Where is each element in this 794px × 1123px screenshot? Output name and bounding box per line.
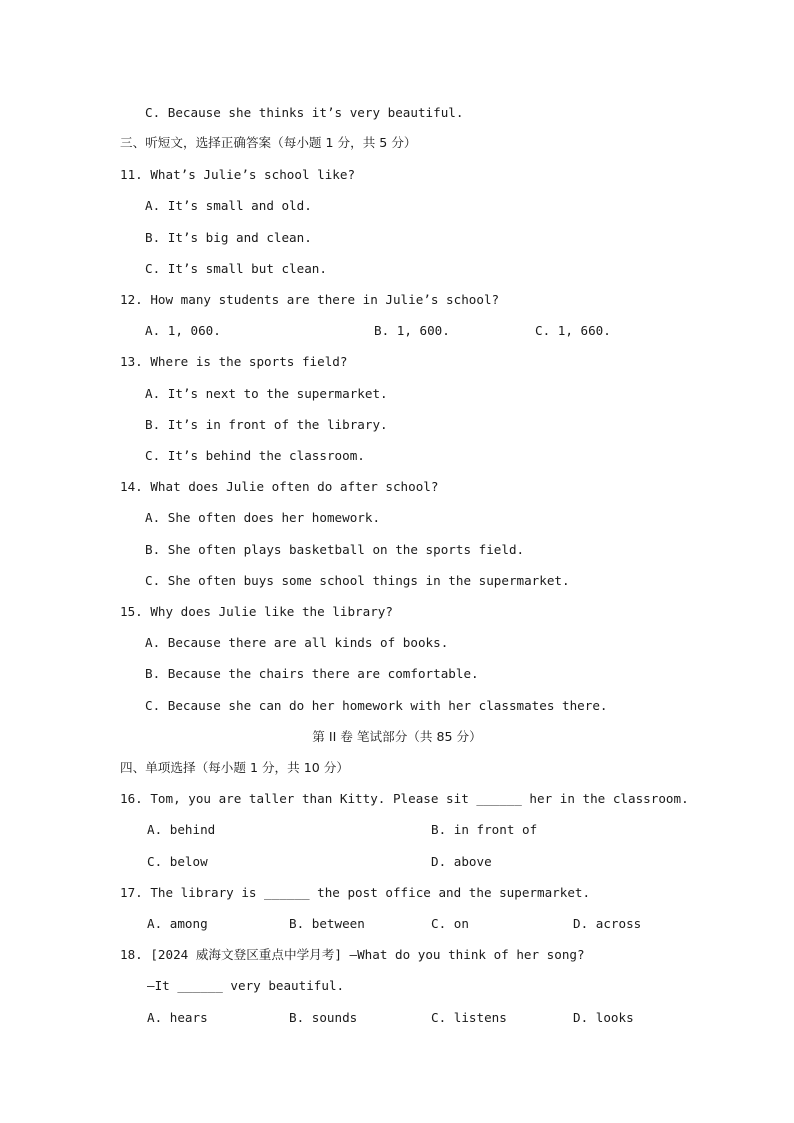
- q17-option-c: C. on: [431, 916, 469, 931]
- question-16: 16. Tom, you are taller than Kitty. Please sit ______ her in the classroom.: [120, 791, 689, 806]
- q10-option-c: C. Because she thinks it’s very beautiful.: [145, 105, 464, 120]
- q18-dialogue-line-2: —It ______ very beautiful.: [147, 978, 345, 993]
- section-4-heading: 四、单项选择（每小题 1 分，共 10 分）: [120, 760, 349, 775]
- q16-option-a: A. behind: [147, 822, 216, 837]
- q14-option-a: A. She often does her homework.: [145, 510, 381, 525]
- q17-option-d: D. across: [573, 916, 642, 931]
- q11-option-c: C. It’s small but clean.: [145, 261, 327, 276]
- q18-option-b: B. sounds: [289, 1010, 358, 1025]
- q15-option-c: C. Because she can do her homework with her classmates there.: [145, 698, 608, 713]
- q11-option-a: A. It’s small and old.: [145, 198, 312, 213]
- question-13: 13. Where is the sports field?: [120, 354, 348, 369]
- question-15: 15. Why does Julie like the library?: [120, 604, 393, 619]
- question-17: 17. The library is ______ the post office and the supermarket.: [120, 885, 591, 900]
- q11-option-b: B. It’s big and clean.: [145, 230, 312, 245]
- question-14: 14. What does Julie often do after school?: [120, 479, 439, 494]
- question-12: 12. How many students are there in Julie’s school?: [120, 292, 500, 307]
- question-11: 11. What’s Julie’s school like?: [120, 167, 356, 182]
- q16-option-b: B. in front of: [431, 822, 538, 837]
- q12-option-c: C. 1, 660.: [535, 323, 611, 338]
- q15-option-b: B. Because the chairs there are comfortable.: [145, 666, 479, 681]
- q18-option-d: D. looks: [573, 1010, 634, 1025]
- q18-option-a: A. hears: [147, 1010, 208, 1025]
- q13-option-b: B. It’s in front of the library.: [145, 417, 388, 432]
- section-3-heading: 三、听短文，选择正确答案（每小题 1 分，共 5 分）: [120, 135, 417, 150]
- q12-option-a: A. 1, 060.: [145, 323, 221, 338]
- q12-option-b: B. 1, 600.: [374, 323, 450, 338]
- q14-option-c: C. She often buys some school things in the supermarket.: [145, 573, 570, 588]
- q14-option-b: B. She often plays basketball on the sports field.: [145, 542, 525, 557]
- q13-option-a: A. It’s next to the supermarket.: [145, 386, 388, 401]
- q13-option-c: C. It’s behind the classroom.: [145, 448, 365, 463]
- q15-option-a: A. Because there are all kinds of books.: [145, 635, 449, 650]
- q16-option-c: C. below: [147, 854, 208, 869]
- q16-option-d: D. above: [431, 854, 492, 869]
- q17-option-a: A. among: [147, 916, 208, 931]
- question-18: 18. [2024 威海文登区重点中学月考] —What do you think of her song?: [120, 947, 585, 962]
- part-2-heading: 第 II 卷 笔试部分（共 85 分）: [312, 729, 482, 744]
- q18-option-c: C. listens: [431, 1010, 507, 1025]
- q17-option-b: B. between: [289, 916, 365, 931]
